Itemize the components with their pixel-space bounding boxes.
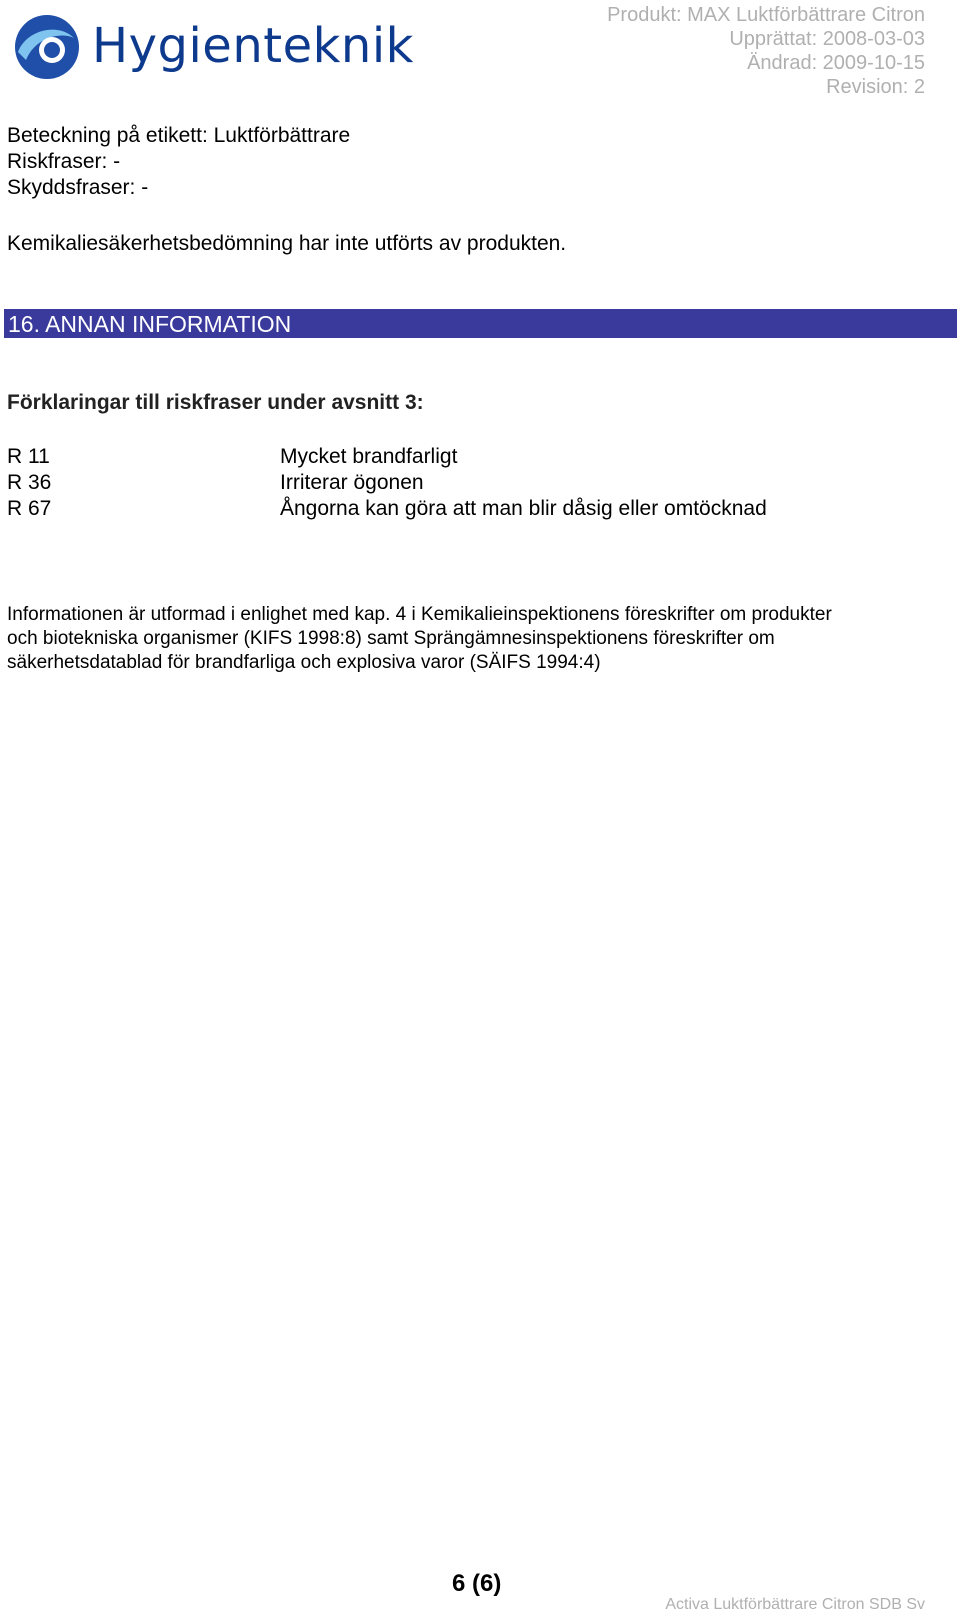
risk-code: R 11 [7,445,50,468]
revision: Revision: 2 [826,76,925,98]
risk-description: Ångorna kan göra att man blir dåsig eller omtöcknad [280,497,767,520]
risk-description: Mycket brandfarligt [280,445,458,468]
risk-description: Irriterar ögonen [280,471,424,494]
paragraph-line: säkerhetsdatablad för brandfarliga och explosiva varor (SÄIFS 1994:4) [7,652,601,673]
safety-phrases: Skyddsfraser: - [7,176,149,199]
label-designation: Beteckning på etikett: Luktförbättrare [7,124,351,147]
section-16-header [4,309,957,338]
paragraph-line: Informationen är utformad i enlighet med kap. 4 i Kemikalieinspektionens föreskrifter om produkter [7,604,832,625]
paragraph-line: och biotekniska organismer (KIFS 1998:8) samt Sprängämnesinspektionens föreskrifter om [7,628,775,649]
chemical-safety-assessment: Kemikaliesäkerhetsbedömning har inte utförts av produkten. [7,232,567,255]
logo-wordmark: Hygienteknik [92,18,414,74]
logo-swirl-icon [12,12,82,82]
created-date: Upprättat: 2008-03-03 [729,28,925,50]
section-16-title: 16. ANNAN INFORMATION [8,311,292,337]
document-meta [607,3,925,99]
footer-document-name: Activa Luktförbättrare Citron SDB Sv [665,1596,925,1613]
risk-phrase-explanations-heading: Förklaringar till riskfraser under avsnitt 3: [7,391,424,414]
product-name: Produkt: MAX Luktförbättrare Citron [607,4,925,26]
page-number: 6 (6) [452,1570,502,1597]
risk-code: R 36 [7,471,52,494]
risk-phrases: Riskfraser: - [7,150,121,173]
company-logo [12,8,412,84]
regulatory-info-paragraph [7,603,947,675]
risk-code: R 67 [7,497,52,520]
changed-date: Ändrad: 2009-10-15 [747,52,925,74]
